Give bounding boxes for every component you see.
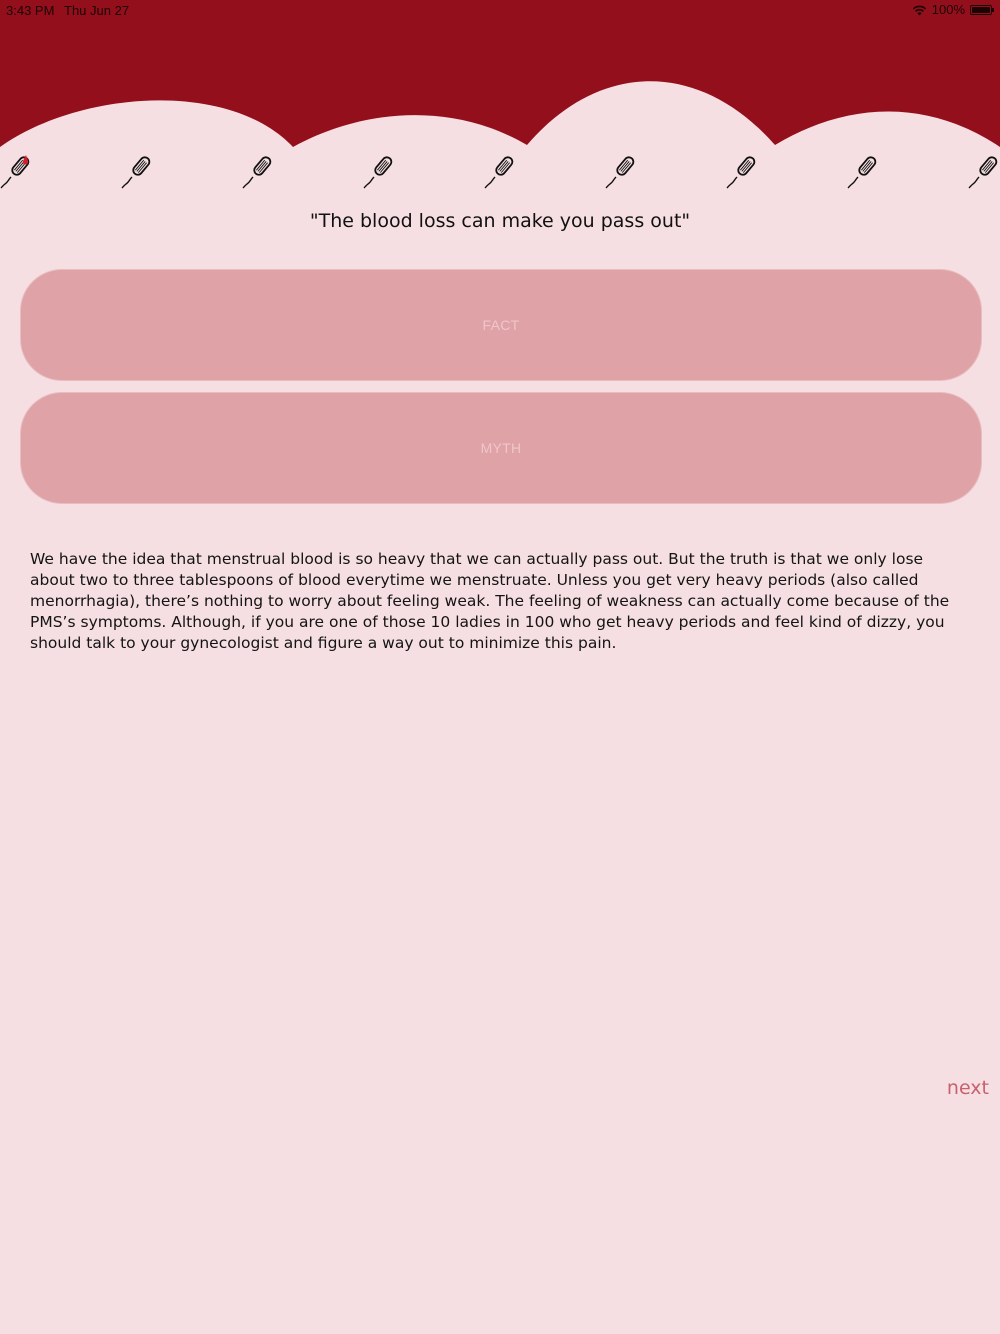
tampon-icon <box>121 152 157 190</box>
tampon-icon <box>484 152 520 190</box>
status-time: 3:43 PM <box>6 3 55 18</box>
tampon-icon <box>363 152 399 190</box>
fact-button[interactable]: FACT <box>20 269 982 381</box>
tampon-icon <box>847 152 883 190</box>
tampon-icon <box>242 152 278 190</box>
tampon-icon <box>605 152 641 190</box>
quiz-statement: "The blood loss can make you pass out" <box>309 210 691 232</box>
status-bar <box>0 0 1000 20</box>
header-wave-shape <box>0 0 1000 147</box>
tampon-icon <box>726 152 762 190</box>
myth-button[interactable]: MYTH <box>20 392 982 504</box>
battery-icon <box>970 5 992 15</box>
tampon-icon <box>968 152 1000 190</box>
wifi-icon <box>912 4 927 16</box>
explanation-text: We have the idea that menstrual blood is so heavy that we can actually pass out. But the truth is that we only lose about two to three tablespoons of blood everytime we menstruate. Unless you get very heavy periods (also called menorrhagia), there’s nothing to worry about feeling weak. The feeling of weakness can actually come because of the PMS’s symptoms. Although, if you are one of those 10 ladies in 100 who get heavy periods and feel kind of dizzy, you should talk to your gynecologist and figure a way out to minimize this pain. <box>30 550 950 652</box>
tampon-icon <box>0 152 36 190</box>
next-button[interactable]: next <box>946 1077 989 1099</box>
progress-tampons <box>0 152 1000 192</box>
status-date: Thu Jun 27 <box>64 3 130 18</box>
status-indicators <box>912 2 992 17</box>
battery-percentage: 100% <box>931 2 965 17</box>
header-wave <box>0 0 1000 150</box>
